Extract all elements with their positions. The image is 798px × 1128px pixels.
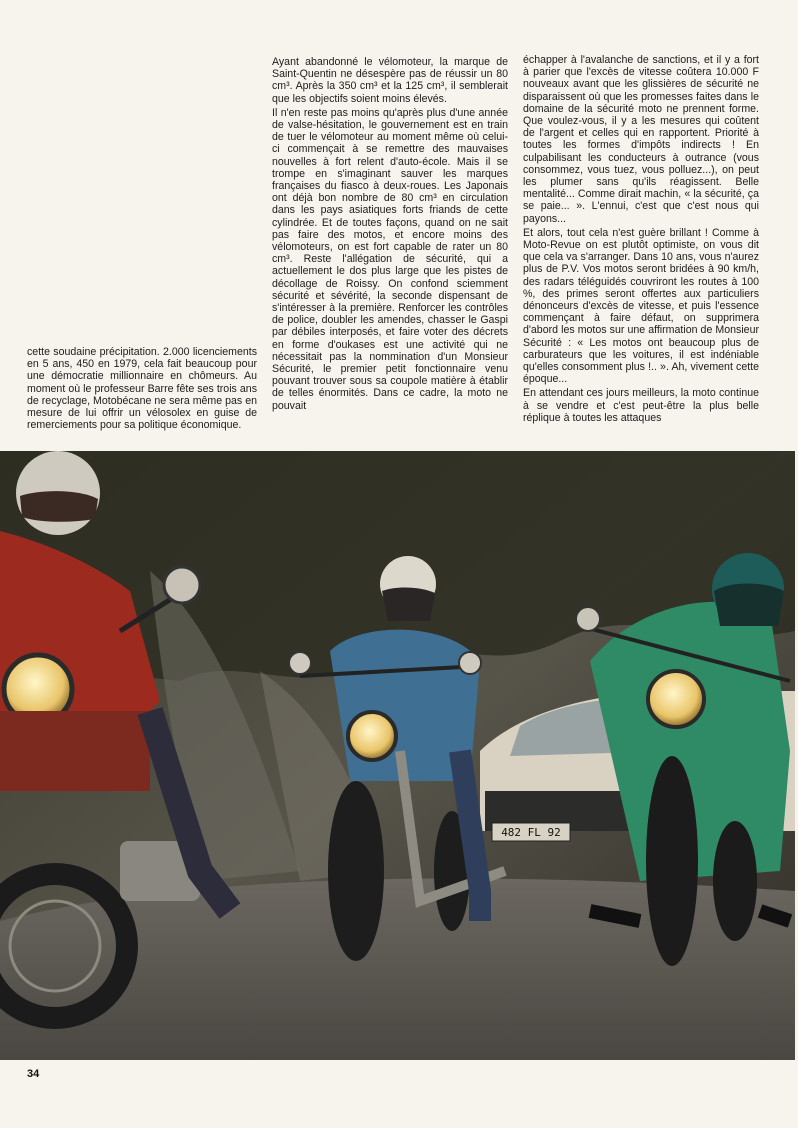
paragraph: échapper à l'avalanche de sanctions, et il y a fort à parier que l'excès de vitesse coûtera 10.000 F nouveaux avant que les glissières de sécurité ne disparaissent où que les promesses faites dans le domaine de la sécurité moto ne prennent forme. Que voulez-vous, il y a les mesures qui coûtent de l'argent et celles qui en rapportent. Priorité à toutes les formes d'impôts indirects ! En culpabilisant les conducteurs à outrance (vous consommez, vous tuez, vous polluez...), on peut les plumer sans qu'ils réagissent. Belle mentalité... Comme dirait machin, « la sécurité, ça se paie... ». L'ennui, c'est que c'est nous qui payons... [523,54,759,225]
paragraph: Il n'en reste pas moins qu'après plus d'une année de valse-hésitation, le gouvernement est en train de tuer le vélomoteur au moment même où celui-ci commençait à se remettre des mauvaises nouvelles à fort relent d'auto-école. Mais il se trompe en s'imaginant sauver les marques françaises du fiasco à deux-roues. Les Japonais ont déjà bon nombre de 80 cm³ en circulation dans les pays asiatiques forts friands de cette cylindrée. Et de toutes façons, quand on ne sait pas faire des motos, et encore moins des vélomoteurs, on est fort capable de rater un 80 cm³. Reste l'allégation de sécurité, qui a actuellement le dos plus large que les pistes de décollage de Roissy. On confond sciemment sécurité et sévérité, la seconde dispensant de s'intéresser à la première. Renforcer les contrôles de police, doubler les amendes, chasser le Gaspi par débiles interposés, et faire voter des décrets en forme d'oukases est une activité qui ne nécessitait pas la nommination d'un Monsieur Sécurité, le premier petit fonctionnaire venu pouvant trouver sous sa coupole matière à établir de telles énormités. Dans ce cadre, la moto ne pouvait [272,106,508,412]
motorcycles-photo [0,451,795,1060]
article-column-2 [272,56,508,414]
article-column-1 [27,346,257,433]
license-plate: 482 FL 92 [501,826,561,839]
paragraph: En attendant ces jours meilleurs, la moto continue à se vendre et c'est peut-être la plus belle réplique à toutes les attaques [523,387,759,424]
paragraph: cette soudaine précipitation. 2.000 licenciements en 5 ans, 450 en 1979, cela fait beaucoup pour une démocratie millionnaire en chômeurs. Au moment où le professeur Barre fête ses trois ans de recyclage, Motobécane ne sera même pas en mesure de lui offrir un vélosolex en guise de remerciements pour sa politique économique. [27,346,257,432]
paragraph: Ayant abandonné le vélomoteur, la marque de Saint-Quentin ne désespère pas de réussir un 80 cm³. Après la 350 cm³ et la 125 cm³, il semblerait que les objectifs soient moins élevés. [272,56,508,105]
page-number: 34 [27,1068,40,1080]
paragraph: Et alors, tout cela n'est guère brillant ! Comme à Moto-Revue on est plutôt optimiste, on vous dit que cela va s'arranger. Dans 10 ans, vous n'aurez plus de P.V. Vos motos seront bridées à 90 km/h, des radars téléguidés couvriront les routes à 100 %, des primes seront offertes aux particuliers dénonceurs d'excès de vitesse, et puis l'essence commençant à faire défaut, on supprimera d'abord les motos sur une affirmation de Monsieur Sécurité : « Les motos ont beaucoup plus de carburateurs que les voitures, il est indéniable qu'elles consomment plus !.. ». Ah, vivement cette époque... [523,226,759,386]
article-column-3 [523,54,759,426]
